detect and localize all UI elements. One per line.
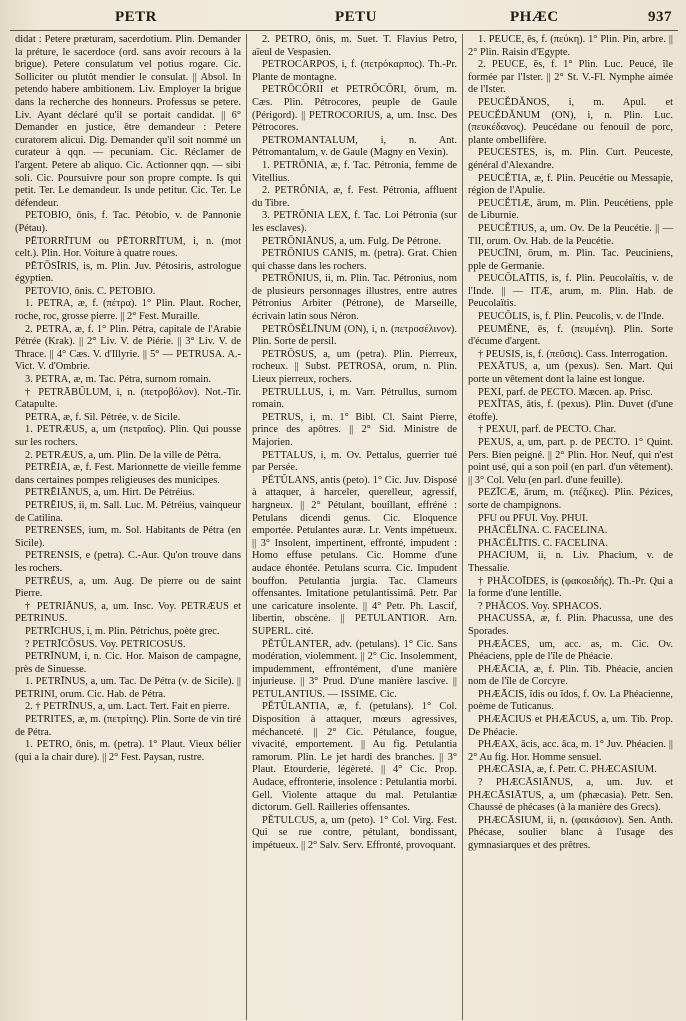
dictionary-entry: PHĀCĔLĪNA. C. FACELINA.	[478, 525, 608, 537]
dictionary-entry: PETRŌCŌRII et PETRŌCŌRI, ōrum, m. Cæs. Plin. Pétrocores, peuple de Gaule (Périgord). || PETROCORIUS, a, um. Insc. Des Pétrocores.	[252, 84, 457, 134]
dictionary-entry: † PEXUI, parf. de PECTO. Char.	[478, 424, 617, 436]
dictionary-entry: PEUCŎLIS, is, f. Plin. Peucolis, v. de l'Inde.	[478, 311, 664, 323]
dictionary-entry: † PEUSIS, is, f. (πεῦσις). Cass. Interrogation.	[478, 348, 668, 360]
header-rule	[10, 30, 678, 31]
dictionary-entry: PETOBIO, ōnis, f. Tac. Pétobio, v. de Pannonie (Pétau).	[15, 210, 241, 234]
dictionary-entry: PHÆĀCIUS et PHÆĀCUS, a, um. Tib. Prop. De Phéacie.	[468, 714, 673, 738]
dictionary-entry: PEUCĔTIUS, a, um. Ov. De la Peucétie. || — TII, orum. Ov. Hab. de la Peucétie.	[468, 222, 673, 247]
dictionary-entry: PFU ou PFUI. Voy. PHUI.	[478, 512, 589, 524]
dictionary-entry: 1. PETRĪNUS, a, um. Tac. De Pétra (v. de Sicile). || PETRINI, orum. Cic. Hab. de Pétra.	[15, 676, 241, 700]
dictionary-entry: PETRĒIĀNUS, a, um. Hirt. De Pétréius.	[25, 487, 195, 499]
dictionary-entry: PHACIUM, ii, n. Liv. Phacium, v. de Thessalie.	[468, 550, 673, 574]
dictionary-entry: PHÆCĀSIA, æ, f. Petr. C. PHÆCASIUM.	[478, 764, 657, 776]
dictionary-entry: PETRŌSUS, a, um (petra). Plin. Pierreux, rocheux. || Subst. PETROSA, orum, n. Plin. Lieux pierreux, rochers.	[252, 348, 457, 386]
dictionary-entry: PHĀCĔLĪTIS. C. FACELINA.	[478, 537, 608, 549]
dictionary-entry: PETRENSES, ium, m. Sol. Habitants de Pétra (en Sicile).	[15, 525, 241, 549]
dictionary-entry: PHÆAX, ācis, acc. āca, m. 1° Juv. Phéacien. || 2° Au fig. Hor. Homme sensuel.	[468, 739, 673, 763]
dictionary-entry: 1. PEUCE, ēs, f. (πεύκη). 1° Plin. Pin, arbre. || 2° Plin. Raisin d'Egypte.	[468, 34, 673, 58]
dictionary-entry: PETRĒUS, a, um. Aug. De pierre ou de saint Pierre.	[15, 575, 241, 600]
dictionary-entry: PETRĪNUM, i, n. Cic. Hor. Maison de campagne, près de Sinuesse.	[15, 651, 241, 675]
dictionary-entry: PĔTULCUS, a, um (peto). 1° Col. Virg. Fest. Qui se rue contre, pétulant, bondissant, impétueux. || 2° Salv. Serv. Effronté, provoquant.	[252, 814, 457, 851]
dictionary-entry: ? PHĂCOS. Voy. SPHACOS.	[478, 600, 602, 612]
dictionary-entry: PETRA, æ, f. Sil. Pétrée, v. de Sicile.	[25, 411, 181, 423]
running-head-center: PETU	[335, 9, 378, 25]
dictionary-entry: PETRŌSĔLĪNUM (ON), i, n. (πετροσέλινον). Plin. Sorte de persil.	[252, 323, 457, 348]
column-left	[10, 34, 246, 1020]
dictionary-entry: † PHĂCOĪDES, is (φακοειδής). Th.-Pr. Qui a la forme d'une lentille.	[468, 575, 673, 600]
dictionary-entry: PHÆĀCIA, æ, f. Plin. Tib. Phéacie, ancien nom de l'île de Corcyre.	[468, 663, 673, 688]
dictionary-entry: † PETRIĀNUS, a, um. Insc. Voy. PETRÆUS et PETRINUS.	[15, 600, 241, 625]
dictionary-entry: PETOVIO, ōnis. C. PETOBIO.	[25, 285, 156, 297]
dictionary-entry: 3. PETRŌNIA LEX, f. Tac. Loi Pétronia (sur les esclaves).	[252, 210, 457, 234]
dictionary-entry: 2. PETRŌNIA, æ, f. Fest. Pétronia, affluent du Tibre.	[252, 185, 457, 209]
dictionary-entry: PETRŌNIUS CANIS, m. (petra). Grat. Chien qui chasse dans les rochers.	[252, 248, 457, 272]
dictionary-entry: PETRĪCHUS, i, m. Plin. Pétrichus, poète grec.	[25, 625, 220, 637]
dictionary-entry: ? PETRĪCŌSUS. Voy. PETRICOSUS.	[25, 638, 186, 650]
dictionary-entry: 1. PETRO, ōnis, m. (petra). 1° Plaut. Vieux bélier (qui a la chair dure). || 2° Fest. Paysan, rustre.	[15, 739, 241, 763]
column-middle	[246, 34, 462, 1020]
dictionary-entry: PHÆCĀSIUM, ii, n. (φαικάσιον). Sen. Anth. Phécase, soulier blanc à l'usage des gymnasiarques et des prêtres.	[468, 814, 673, 851]
column-right	[462, 34, 678, 1020]
running-head-right: PHÆC	[510, 9, 559, 25]
dictionary-entry: PHACUSSA, æ, f. Plin. Phacussa, une des Sporades.	[468, 613, 673, 637]
dictionary-entry: PETRĒIUS, ii, m. Sall. Luc. M. Pétréius, vainqueur de Catilina.	[15, 499, 241, 524]
dictionary-entry: PEXI, parf. de PECTO. Mæcen. ap. Prisc.	[478, 386, 653, 398]
dictionary-entry: PEUMĔNE, ēs, f. (πευμένη). Plin. Sorte d'écume d'argent.	[468, 323, 673, 348]
dictionary-entry: 1. PETRÆUS, a, um (πετραῖος). Plin. Qui pousse sur les rochers.	[15, 424, 241, 448]
dictionary-entry: PETRĒIA, æ, f. Fest. Marionnette de vieille femme dans certaines pompes religieuses des municipes.	[15, 462, 241, 486]
dictionary-entry: PEUCŎLAĪTIS, is, f. Plin. Peucolaïtis, v. de l'Inde. || — ITÆ, arum, m. Plin. Hab. de Peucolaïtis.	[468, 273, 673, 310]
dictionary-entry: PETRITES, æ, m. (πετρίτης). Plin. Sorte de vin tiré de Pétra.	[15, 714, 241, 738]
dictionary-entry: 2. † PETRĪNUS, a, um. Lact. Tert. Fait en pierre.	[25, 701, 230, 713]
dictionary-entry: 2. PEUCE, ēs, f. 1° Plin. Luc. Peucé, île formée par l'Ister. || 2° St. V.-Fl. Nymphe aimée de l'Ister.	[468, 59, 673, 96]
dictionary-entry: PETRŌNIĀNUS, a, um. Fulg. De Pétrone.	[262, 235, 441, 247]
dictionary-entry: PEUCĪNI, ōrum, m. Plin. Tac. Peuciniens, pple de Germanie.	[468, 248, 673, 272]
dictionary-entry: PETTALUS, i, m. Ov. Pettalus, guerrier tué par Persée.	[252, 449, 457, 474]
dictionary-entry: PHÆĀCES, um, acc. as, m. Cic. Ov. Phéaciens, pple de l'île de Phéacie.	[468, 638, 673, 663]
dictionary-entry: PHÆĀCIS, ĭdis ou ĭdos, f. Ov. La Phéacienne, poème de Tuticanus.	[468, 688, 673, 713]
dictionary-entry: 2. PETRO, ōnis, m. Suet. T. Flavius Petro, aïeul de Vespasien.	[252, 34, 457, 58]
dictionary-entry: PĔTŬLANS, antis (peto). 1° Cic. Juv. Disposé à attaquer, à harceler, querelleur, agressif, hargneux. || 2° Pétulant, bouillant, effréné : Petulans dicendi genus. Cic. Eloquence emportée. Petulantes auræ. Lr. Vents impétueux. || 3° Insolent, impertinent, effronté, impudent : Homo effuse petulans. Cic. Homme d'une audace éhontée. Petulans scurra. Cic. Impudent bouffon. Petulantia jurgia. Tac. Clameurs offensantes. Imitatione petulantissimâ. Petr. Par une caricature insolente. || 4° Petr. Ph. Lascif, libertin, obscène. || PETULANTIOR. Arn. SUPERL. cité.	[252, 474, 457, 637]
dictionary-entry: 1. PETRA, æ, f. (πέτρα). 1° Plin. Plaut. Rocher, roche, roc, grosse pierre. || 2° Fest. Muraille.	[15, 298, 241, 323]
dictionary-entry: 2. PETRA, æ, f. 1° Plin. Pétra, capitale de l'Arabie Pétrée (Krak). || 2° Liv. V. de Piérie. || 3° Liv. V. de Thrace. || 4° Cæs. V. d'Illyrie. || 5° — PETRUSA. A.-Vict. V. d'Ombrie.	[15, 323, 241, 373]
dictionary-entry: PEUCĔDĂNOS, i, m. Apul. et PEUCĔDĂNUM (ON), i, n. Plin. Luc. (πευκέδανος). Peucédane ou fenouil de porc, plante ombellifère.	[468, 96, 673, 146]
dictionary-entry: PĒTORRĪTUM ou PĒTORRĪTUM, i, n. (mot celt.). Plin. Hor. Voiture à quatre roues.	[15, 235, 241, 260]
dictionary-entry: PĔTŬLANTIA, æ, f. (petulans). 1° Col. Disposition à attaquer, mœurs agressives, méchanceté. || 2° Cic. Pétulance, fougue, vivacité, emportement. || Au fig. Petulantia ramorum. Plin. Le jet hardi des branches. || 3° Plaut. Etourderie, légèreté. || 4° Cic. Prop. Audace, effronterie, insolence : Petulantia morbi. Gell. Violente attaque du mal. Petulantiæ dictorum. Gell. Railleries offensantes.	[252, 701, 457, 814]
columns	[10, 34, 678, 1020]
dictionary-entry: ? PHÆCĀSIĀNUS, a, um. Juv. et PHÆCĀSIĀTUS, a, um (phæcasia). Petr. Sen. Chaussé de phécases (à la manière des Grecs).	[468, 777, 673, 814]
page-header	[10, 6, 678, 28]
dictionary-entry: PETRŌNIUS, ii, m. Plin. Tac. Pétronius, nom de plusieurs personnages illustres, entre autres Pétronius Arbiter (Pétrone), de Marseille, écrivain latin sous Néron.	[252, 273, 457, 323]
dictionary-entry: PETROCARPOS, i, f. (πετρόκαρπος). Th.-Pr. Plante de montagne.	[252, 59, 457, 83]
dictionary-entry: PEUCESTES, is, m. Plin. Curt. Peuceste, général d'Alexandre.	[468, 147, 673, 171]
dictionary-entry: PEUCĔTIA, æ, f. Plin. Peucétie ou Messapie, région de l'Apulie.	[468, 172, 673, 197]
dictionary-entry: 1. PETRŌNIA, æ, f. Tac. Pétronia, femme de Vitellius.	[252, 159, 457, 184]
page-number: 937	[648, 9, 672, 25]
dictionary-entry: PETROMANTALUM, i, n. Ant. Pétromantalum, v. de Gaule (Magny en Vexin).	[252, 134, 457, 159]
dictionary-entry: PĔTŬLANTER, adv. (petulans). 1° Cic. Sans modération, violemment. || 2° Cic. Insolemment, impudemment, effrontément, d'une manière injurieuse. || 3° Prud. D'une manière lascive. || PETULANTIUS. — ISSIME. Cic.	[252, 638, 457, 700]
dictionary-entry: PEXUS, a, um, part. p. de PECTO. 1° Quint. Pers. Bien peigné. || 2° Plin. Hor. Neuf, qui n'est point usé, qui a son poil (en parl. d'un vêtement). || 3° Col. Velu (en parl. d'une feuille).	[468, 437, 673, 486]
dictionary-entry: PETRENSIS, e (petra). C.-Aur. Qu'on trouve dans les rochers.	[15, 550, 241, 574]
dictionary-entry: PEXĬTAS, ātis, f. (pexus). Plin. Duvet (d'une étoffe).	[468, 399, 673, 423]
dictionary-entry: PEXĀTUS, a, um (pexus). Sen. Mart. Qui porte un vêtement dont la laine est longue.	[468, 361, 673, 386]
dictionary-entry: didat : Petere præturam, sacerdotium. Plin. Demander la préture, le sacerdoce (ord. sans avoir recours à la brigue). Petere consulatum vel potius rogare. Cic. Solliciter ou plutôt mendier le consulat. || Absol. In petendo habere ambitionem. Liv. Employer la brigue dans la recherche des honneurs. Professus se petere. Liv. Ayant déclaré qu'il se portait candidat. || 6° Demander en justice, être demandeur : Petere curatorem alicui. Dig. Demander qu'il soit nommé un curateur à qqn. — pecuniam. Cic. Réclamer de l'argent. Petere ab aliquo. Cic. Actionner qqn. — sibi soli. Cic. Poursuivre pour son propre compte. Is qui petit. Ter. Le demandeur. Is unde petitur. Cic. Ter. Le défendeur.	[15, 34, 241, 209]
dictionary-entry: PĒTŌSĪRIS, is, m. Plin. Juv. Pétosiris, astrologue égyptien.	[15, 260, 241, 285]
dictionary-entry: PEUCĔTIÆ, ārum, m. Plin. Peucétiens, pple de Liburnie.	[468, 197, 673, 222]
dictionary-entry: 3. PETRA, æ, m. Tac. Pétra, surnom romain.	[25, 374, 212, 386]
dictionary-entry: PETRUS, i, m. 1° Bibl. Cl. Saint Pierre, prince des apôtres. || 2° Sid. Ministre de Majorien.	[252, 411, 457, 448]
running-head-left: PETR	[115, 9, 158, 25]
dictionary-entry: PEZĪCÆ, ārum, m. (πέζικες). Plin. Pézices, sorte de champignons.	[468, 487, 673, 511]
dictionary-entry: 2. PETRÆUS, a, um. Plin. De la ville de Pétra.	[25, 449, 221, 461]
dictionary-entry: † PETRĀBŬLUM, i, n. (πετροβόλον). Not.-Tir. Catapulte.	[15, 386, 241, 411]
dictionary-entry: PETRULLUS, i, m. Varr. Pétrullus, surnom romain.	[252, 386, 457, 411]
